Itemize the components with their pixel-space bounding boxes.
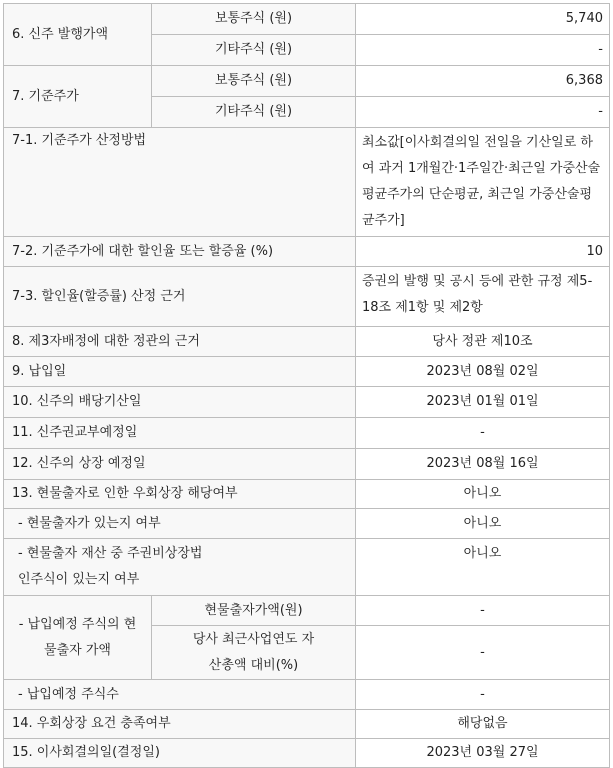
table-row [4, 539, 610, 596]
disclosure-table [3, 3, 610, 768]
table-row [4, 4, 610, 35]
in-kind-amount-value: - [356, 596, 610, 626]
issue-price-label: 6. 신주 발행가액 [4, 4, 152, 66]
in-kind-unlisted-value: 아니오 [356, 539, 610, 596]
in-kind-backdoor-value: 아니오 [356, 480, 610, 509]
in-kind-shares-label: - 납입예정 주식수 [4, 680, 356, 710]
in-kind-shares-value: - [356, 680, 610, 710]
base-price-label: 7. 기준주가 [4, 66, 152, 128]
table-row [4, 267, 610, 327]
base-method-value: 최소값[이사회결의일 전일을 기산일로 하여 과거 1개월간·1주일간·최근일 가중산술평균주가의 단순평균, 최근일 가중산술평균주가] [356, 128, 610, 237]
discount-basis-label: 7-3. 할인율(할증률) 산정 근거 [4, 267, 356, 327]
in-kind-amount-label: 현물출자가액(원) [152, 596, 356, 626]
board-date-value: 2023년 03월 27일 [356, 739, 610, 768]
delivery-date-value: - [356, 418, 610, 449]
board-date-label: 15. 이사회결의일(결정일) [4, 739, 356, 768]
base-price-other-label: 기타주식 (원) [152, 97, 356, 128]
dividend-date-label: 10. 신주의 배당기산일 [4, 387, 356, 418]
table-row [4, 449, 610, 480]
table-row [4, 739, 610, 768]
base-price-other-value: - [356, 97, 610, 128]
in-kind-backdoor-label: 13. 현물출자로 인한 우회상장 해당여부 [4, 480, 356, 509]
listing-date-label: 12. 신주의 상장 예정일 [4, 449, 356, 480]
discount-basis-value: 증권의 발행 및 공시 등에 관한 규정 제5-18조 제1항 및 제2항 [356, 267, 610, 327]
in-kind-ratio-value: - [356, 626, 610, 680]
table-row [4, 357, 610, 387]
dividend-date-value: 2023년 01월 01일 [356, 387, 610, 418]
payment-date-label: 9. 납입일 [4, 357, 356, 387]
issue-price-common-label: 보통주식 (원) [152, 4, 356, 35]
base-price-common-value: 6,368 [356, 66, 610, 97]
in-kind-exists-value: 아니오 [356, 509, 610, 539]
listing-date-value: 2023년 08월 16일 [356, 449, 610, 480]
table-row [4, 710, 610, 739]
table-row [4, 66, 610, 97]
table-row [4, 128, 610, 237]
table-row [4, 418, 610, 449]
base-method-label: 7-1. 기준주가 산정방법 [4, 128, 356, 237]
backdoor-requirements-label: 14. 우회상장 요건 충족여부 [4, 710, 356, 739]
payment-date-value: 2023년 08월 02일 [356, 357, 610, 387]
backdoor-requirements-value: 해당없음 [356, 710, 610, 739]
articles-basis-label: 8. 제3자배정에 대한 정관의 근거 [4, 327, 356, 357]
discount-rate-label: 7-2. 기준주가에 대한 할인율 또는 할증율 (%) [4, 237, 356, 267]
discount-rate-value: 10 [356, 237, 610, 267]
in-kind-ratio-label: 당사 최근사업연도 자산총액 대비(%) [152, 626, 356, 680]
table-row [4, 387, 610, 418]
delivery-date-label: 11. 신주권교부예정일 [4, 418, 356, 449]
table-row [4, 596, 610, 626]
table-row [4, 480, 610, 509]
table-row [4, 509, 610, 539]
in-kind-value-label: - 납입예정 주식의 현물출자 가액 [4, 596, 152, 680]
issue-price-common-value: 5,740 [356, 4, 610, 35]
articles-basis-value: 당사 정관 제10조 [356, 327, 610, 357]
in-kind-unlisted-label: - 현물출자 재산 중 주권비상장법인주식이 있는지 여부 [4, 539, 356, 596]
table-row [4, 237, 610, 267]
in-kind-exists-label: - 현물출자가 있는지 여부 [4, 509, 356, 539]
table-row [4, 680, 610, 710]
issue-price-other-label: 기타주식 (원) [152, 35, 356, 66]
issue-price-other-value: - [356, 35, 610, 66]
base-price-common-label: 보통주식 (원) [152, 66, 356, 97]
table-row [4, 327, 610, 357]
